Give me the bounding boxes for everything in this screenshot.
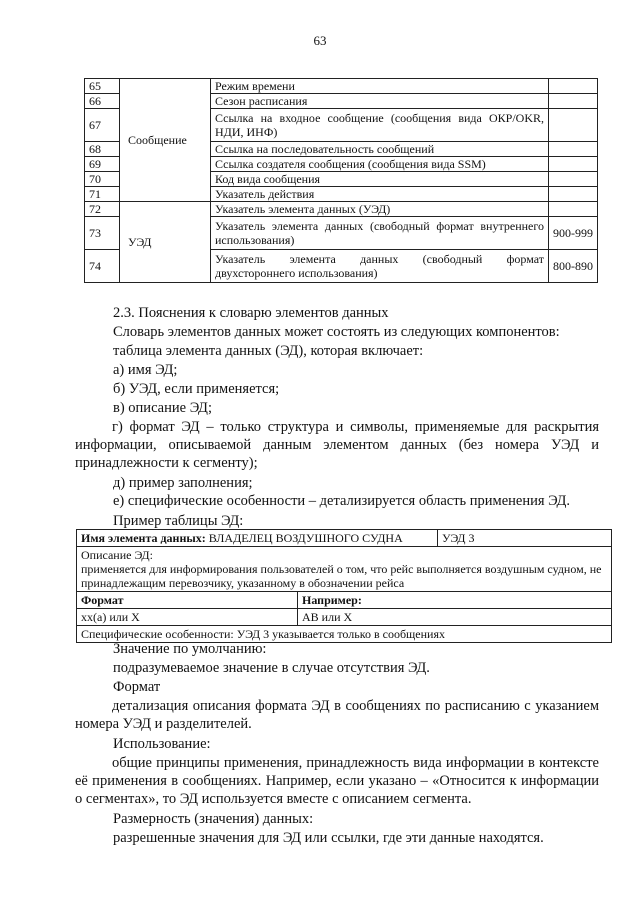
dimension-text: разрешенные значения для ЭД или ссылки, где эти данные находятся. [113,830,544,846]
example-example-value: АВ или Х [297,609,611,625]
list-item-b: б) УЭД, если применяется; [113,381,280,397]
format-label: Формат [113,679,161,695]
row-code [549,79,598,94]
row-description-line: двухстороннего использования) [215,266,378,280]
row-code [549,94,598,109]
row-description: Сезон расписания [211,94,549,109]
row-code [549,142,598,157]
list-item-a: а) имя ЭД; [113,362,178,378]
row-number: 70 [85,172,120,187]
row-description-line: НДИ, ИНФ) [215,125,278,139]
row-number: 73 [85,217,120,250]
example-format-label: Формат [81,593,124,607]
row-number: 68 [85,142,120,157]
example-name-label: Имя элемента данных: [81,531,206,545]
row-description [211,250,549,283]
row-description-line: Указатель элемента данных (свободный формат внутреннего [215,219,544,233]
example-desc-row [77,547,611,592]
page-number: 63 [313,33,327,48]
row-description: Код вида сообщения [211,172,549,187]
row-code [549,172,598,187]
row-number: 66 [85,94,120,109]
default-label: Значение по умолчанию: [113,641,267,657]
row-description [211,109,549,142]
row-description: Ссылка на последовательность сообщений [211,142,549,157]
example-desc-cell [77,547,611,591]
dimension-label: Размерность (значения) данных: [113,811,314,827]
example-format-value-row [77,609,611,626]
row-number: 74 [85,250,120,283]
example-name-cell [77,530,437,546]
row-description-line: Указатель элемента данных (свободный формат [215,252,544,266]
section-heading: 2.3. Пояснения к словарю элементов данных [113,305,389,321]
table-row [85,79,598,94]
usage-text: общие принципы применения, принадлежность вида информации в контексте её применения в сообщениях. Например, если указано – «Относится к информации о сегментах», то ЭД используется вместе с описанием сегмента. [75,755,599,807]
example-format-value: хх(а) или Х [81,610,140,624]
row-code [549,157,598,172]
row-number: 69 [85,157,120,172]
row-number: 67 [85,109,120,142]
row-description: Указатель элемента данных (УЭД) [211,202,549,217]
row-description: Режим времени [211,79,549,94]
row-description-line: использования) [215,233,295,247]
format-text: детализация описания формата ЭД в сообщениях по расписанию с указанием номера УЭД и разделителей. [75,698,599,732]
section-intro: Словарь элементов данных может состоять из следующих компонентов: [113,324,560,340]
row-number: 65 [85,79,120,94]
list-item-e: е) специфические особенности – детализируется область применения ЭД. [113,493,571,509]
usage-label: Использование: [113,736,211,752]
group-message: Сообщение [120,79,211,202]
elements-table [84,78,598,283]
row-description-line: Ссылка на входное сообщение (сообщения вида ОКР/OKR, [215,111,544,125]
example-desc-label: Описание ЭД: [81,548,153,562]
example-name-row [77,530,611,547]
row-description: Ссылка создателя сообщения (сообщения вида SSM) [211,157,549,172]
row-number: 72 [85,202,120,217]
list-item-d: д) пример заполнения; [113,475,253,491]
row-code: 800-890 [549,250,598,283]
row-number: 71 [85,187,120,202]
row-code [549,202,598,217]
row-description [211,217,549,250]
example-name-value: ВЛАДЕЛЕЦ ВОЗДУШНОГО СУДНА [205,531,403,545]
example-ued: УЭД 3 [437,530,611,546]
example-desc-text: применяется для информирования пользователей о том, что рейс выполняется воздушным судном, не принадлежащим перевозчику, указанному в обозначении рейса [81,562,602,590]
example-example-label: Например: [297,592,611,608]
table-row [85,202,598,217]
list-item-v: в) описание ЭД; [113,400,212,416]
row-code: 900-999 [549,217,598,250]
table-intro: таблица элемента данных (ЭД), которая включает: [113,343,424,359]
list-item-g: г) формат ЭД – только структура и символы, применяемые для раскрытия информации, описываемой данным элементом данных (без номера УЭД и принадлежности к сегменту); [75,419,599,471]
default-text: подразумеваемое значение в случае отсутствия ЭД. [113,660,430,676]
row-description: Указатель действия [211,187,549,202]
row-code [549,187,598,202]
row-code [549,109,598,142]
example-caption: Пример таблицы ЭД: [113,513,244,529]
group-ued: УЭД [120,202,211,283]
example-format-header-row [77,592,611,609]
example-specifics: Специфические особенности: УЭД 3 указывается только в сообщениях [81,627,445,641]
example-table [76,529,612,643]
